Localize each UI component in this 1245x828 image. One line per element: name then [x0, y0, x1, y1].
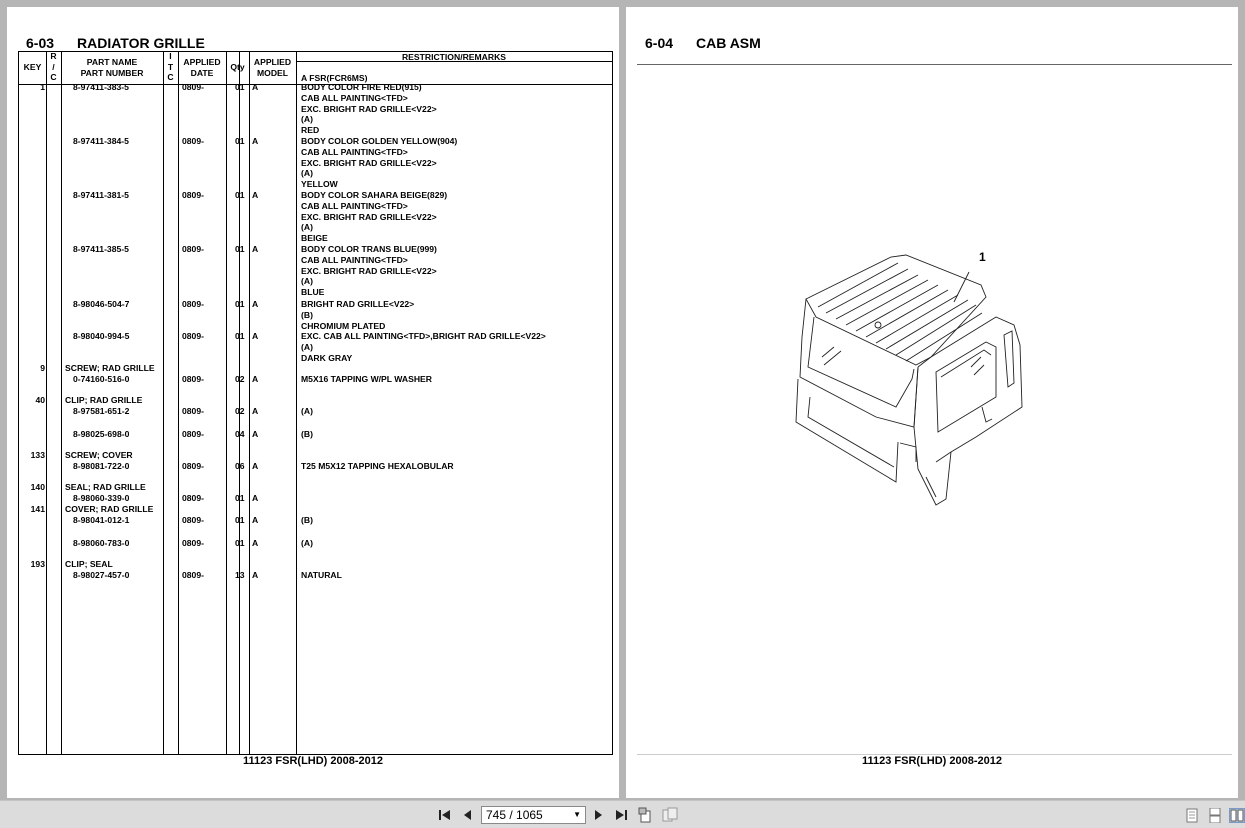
section-number: 6-04	[645, 35, 674, 51]
part-name: SCREW; COVER	[65, 450, 133, 460]
section-title: RADIATOR GRILLE	[77, 35, 205, 51]
remark-line: BODY COLOR TRANS BLUE(999)	[301, 244, 437, 254]
viewer-toolbar	[0, 800, 1245, 828]
first-page-button[interactable]	[437, 808, 453, 822]
part-number: 8-97411-383-5	[73, 82, 129, 92]
last-page-button[interactable]	[613, 808, 629, 822]
applied-model: A	[252, 405, 259, 416]
applied-model: A	[252, 190, 259, 200]
applied-date: 0809-	[182, 244, 204, 254]
part-number: 8-98081-722-0	[73, 460, 130, 471]
left-page	[7, 7, 619, 798]
remark-line: (A)	[301, 114, 313, 125]
last-page-icon	[614, 809, 628, 821]
applied-date: 0809-	[182, 299, 204, 309]
rotate-page-button[interactable]	[638, 808, 654, 822]
dropdown-caret-icon: ▼	[573, 810, 581, 819]
single-page-view-button[interactable]	[1185, 808, 1199, 823]
item-key: 9	[40, 363, 45, 373]
applied-date: 0809-	[182, 190, 204, 200]
item-key: 133	[30, 450, 45, 460]
right-page	[626, 7, 1238, 798]
applied-date: 0809-	[182, 429, 204, 439]
applied-model: A	[252, 429, 259, 439]
part-number: 8-98040-994-5	[73, 331, 130, 341]
applied-model: A	[252, 136, 259, 146]
quantity: 06	[235, 460, 245, 471]
applied-date: 0809-	[182, 82, 204, 92]
remark-line: EXC. BRIGHT RAD GRILLE<V22>	[301, 211, 437, 222]
section-heading	[26, 35, 205, 51]
facing-pages-view-button[interactable]	[1229, 808, 1245, 823]
part-number: 8-98060-339-0	[73, 492, 130, 503]
remark-line: (A)	[301, 341, 313, 352]
applied-model: A	[252, 331, 259, 341]
part-name: SCREW; RAD GRILLE	[65, 363, 155, 373]
applied-date: 0809-	[182, 331, 204, 341]
part-number: 8-97581-651-2	[73, 405, 130, 416]
part-number: 8-98027-457-0	[73, 569, 130, 580]
applied-date: 0809-	[182, 373, 204, 384]
remark-line: (A)	[301, 538, 313, 548]
remark-line: CAB ALL PAINTING<TFD>	[301, 200, 408, 211]
page-thumbnail-button[interactable]	[662, 808, 678, 822]
previous-page-button[interactable]	[459, 808, 475, 822]
remark-line: EXC. CAB ALL PAINTING<TFD>,BRIGHT RAD GRILLE<V22>	[301, 331, 546, 341]
callout-number: 1	[979, 250, 986, 264]
header-key: KEY	[23, 62, 42, 72]
quantity: 01	[235, 136, 245, 146]
next-page-icon	[593, 809, 605, 821]
header-rc: R / C	[50, 51, 57, 82]
quantity: 13	[235, 569, 245, 580]
part-number: 8-98041-012-1	[73, 514, 130, 525]
header-qty: Qty	[230, 62, 245, 72]
header-part-name: PART NAME PART NUMBER	[80, 57, 144, 78]
continuous-view-button[interactable]	[1208, 808, 1222, 823]
part-number: 8-98025-698-0	[73, 429, 130, 439]
previous-page-icon	[461, 809, 473, 821]
remark-line: CAB ALL PAINTING<TFD>	[301, 92, 408, 103]
remark-line: EXC. BRIGHT RAD GRILLE<V22>	[301, 103, 437, 114]
next-page-button[interactable]	[591, 808, 607, 822]
item-key: 141	[30, 504, 45, 514]
page-thumbnail-icon	[662, 807, 678, 823]
header-applied-date: APPLIED DATE	[183, 57, 221, 78]
remark-line: BRIGHT RAD GRILLE<V22>	[301, 299, 415, 309]
applied-date: 0809-	[182, 136, 204, 146]
applied-date: 0809-	[182, 492, 204, 503]
remark-line: DARK GRAY	[301, 352, 353, 363]
remark-line: (A)	[301, 222, 313, 233]
remark-line: CAB ALL PAINTING<TFD>	[301, 146, 408, 157]
applied-model: A	[252, 514, 259, 525]
remark-line: RED	[301, 125, 320, 136]
remark-line: YELLOW	[301, 179, 338, 190]
applied-date: 0809-	[182, 460, 204, 471]
cab-illustration	[786, 247, 1046, 507]
applied-date: 0809-	[182, 514, 204, 525]
remark-line: (A)	[301, 168, 313, 179]
page-footer: 11123 FSR(LHD) 2008-2012	[242, 755, 384, 767]
remark-line: M5X16 TAPPING W/PL WASHER	[301, 373, 432, 384]
applied-date: 0809-	[182, 538, 204, 548]
part-number: 8-97411-384-5	[73, 136, 129, 146]
quantity: 01	[235, 82, 245, 92]
remark-line: (A)	[301, 405, 313, 416]
first-page-icon	[438, 809, 452, 821]
part-number: 0-74160-516-0	[73, 373, 130, 384]
section-number: 6-03	[26, 35, 55, 51]
applied-date: 0809-	[182, 569, 204, 580]
remark-line: CHROMIUM PLATED	[301, 320, 386, 331]
applied-date: 0809-	[182, 405, 204, 416]
remark-line: (A)	[301, 276, 313, 287]
header-rule	[637, 64, 1232, 65]
quantity: 01	[235, 244, 245, 254]
part-name: COVER; RAD GRILLE	[65, 504, 154, 514]
applied-model: A	[252, 569, 259, 580]
parts-table	[18, 51, 613, 755]
part-name: SEAL; RAD GRILLE	[65, 482, 146, 492]
remark-line: BLUE	[301, 287, 325, 298]
applied-model: A	[252, 538, 259, 548]
section-title: CAB ASM	[696, 35, 761, 51]
remark-line: BODY COLOR GOLDEN YELLOW(904)	[301, 136, 458, 146]
facing-pages-view-icon	[1230, 809, 1244, 822]
quantity: 01	[235, 492, 245, 503]
quantity: 01	[235, 538, 245, 548]
quantity: 01	[235, 299, 245, 309]
remark-line: BODY COLOR FIRE RED(915)	[301, 82, 422, 92]
quantity: 01	[235, 331, 245, 341]
applied-model: A	[252, 299, 259, 309]
part-name: CLIP; RAD GRILLE	[65, 395, 143, 405]
part-number: 8-98046-504-7	[73, 299, 130, 309]
item-key: 140	[30, 482, 45, 492]
part-number: 8-98060-783-0	[73, 538, 130, 548]
remark-line: (B)	[301, 429, 313, 439]
page-footer: 11123 FSR(LHD) 2008-2012	[861, 755, 1003, 767]
header-itc: I T C	[167, 51, 174, 82]
part-number: 8-97411-381-5	[73, 190, 129, 200]
continuous-view-icon	[1208, 808, 1222, 823]
remark-line: EXC. BRIGHT RAD GRILLE<V22>	[301, 265, 437, 276]
remark-line: BEIGE	[301, 233, 328, 244]
applied-model: A	[252, 244, 259, 254]
remark-line: NATURAL	[301, 569, 342, 580]
page-indicator: 745 / 1065	[486, 808, 543, 822]
quantity: 01	[235, 514, 245, 525]
model-legend: A FSR(FCR6MS)	[301, 73, 368, 83]
part-number: 8-97411-385-5	[73, 244, 129, 254]
remark-line: (B)	[301, 514, 313, 525]
section-heading	[645, 35, 761, 51]
quantity: 02	[235, 405, 245, 416]
single-page-view-icon	[1185, 808, 1199, 823]
part-name: CLIP; SEAL	[65, 559, 113, 569]
remark-line: CAB ALL PAINTING<TFD>	[301, 254, 408, 265]
remark-line: T25 M5X12 TAPPING HEXALOBULAR	[301, 460, 454, 471]
remark-line: (B)	[301, 309, 313, 320]
quantity: 02	[235, 373, 245, 384]
page-number-field[interactable]	[481, 806, 586, 824]
item-key: 1	[40, 82, 45, 92]
item-key: 40	[35, 395, 45, 405]
remark-line: BODY COLOR SAHARA BEIGE(829)	[301, 190, 448, 200]
applied-model: A	[252, 492, 259, 503]
header-remarks: RESTRICTION/REMARKS	[401, 52, 507, 62]
remark-line: EXC. BRIGHT RAD GRILLE<V22>	[301, 157, 437, 168]
applied-model: A	[252, 82, 259, 92]
applied-model: A	[252, 373, 259, 384]
rotate-page-icon	[638, 807, 654, 823]
header-applied-model: APPLIED MODEL	[253, 57, 292, 78]
item-key: 193	[30, 559, 45, 569]
quantity: 01	[235, 190, 245, 200]
applied-model: A	[252, 460, 259, 471]
quantity: 04	[235, 429, 245, 439]
